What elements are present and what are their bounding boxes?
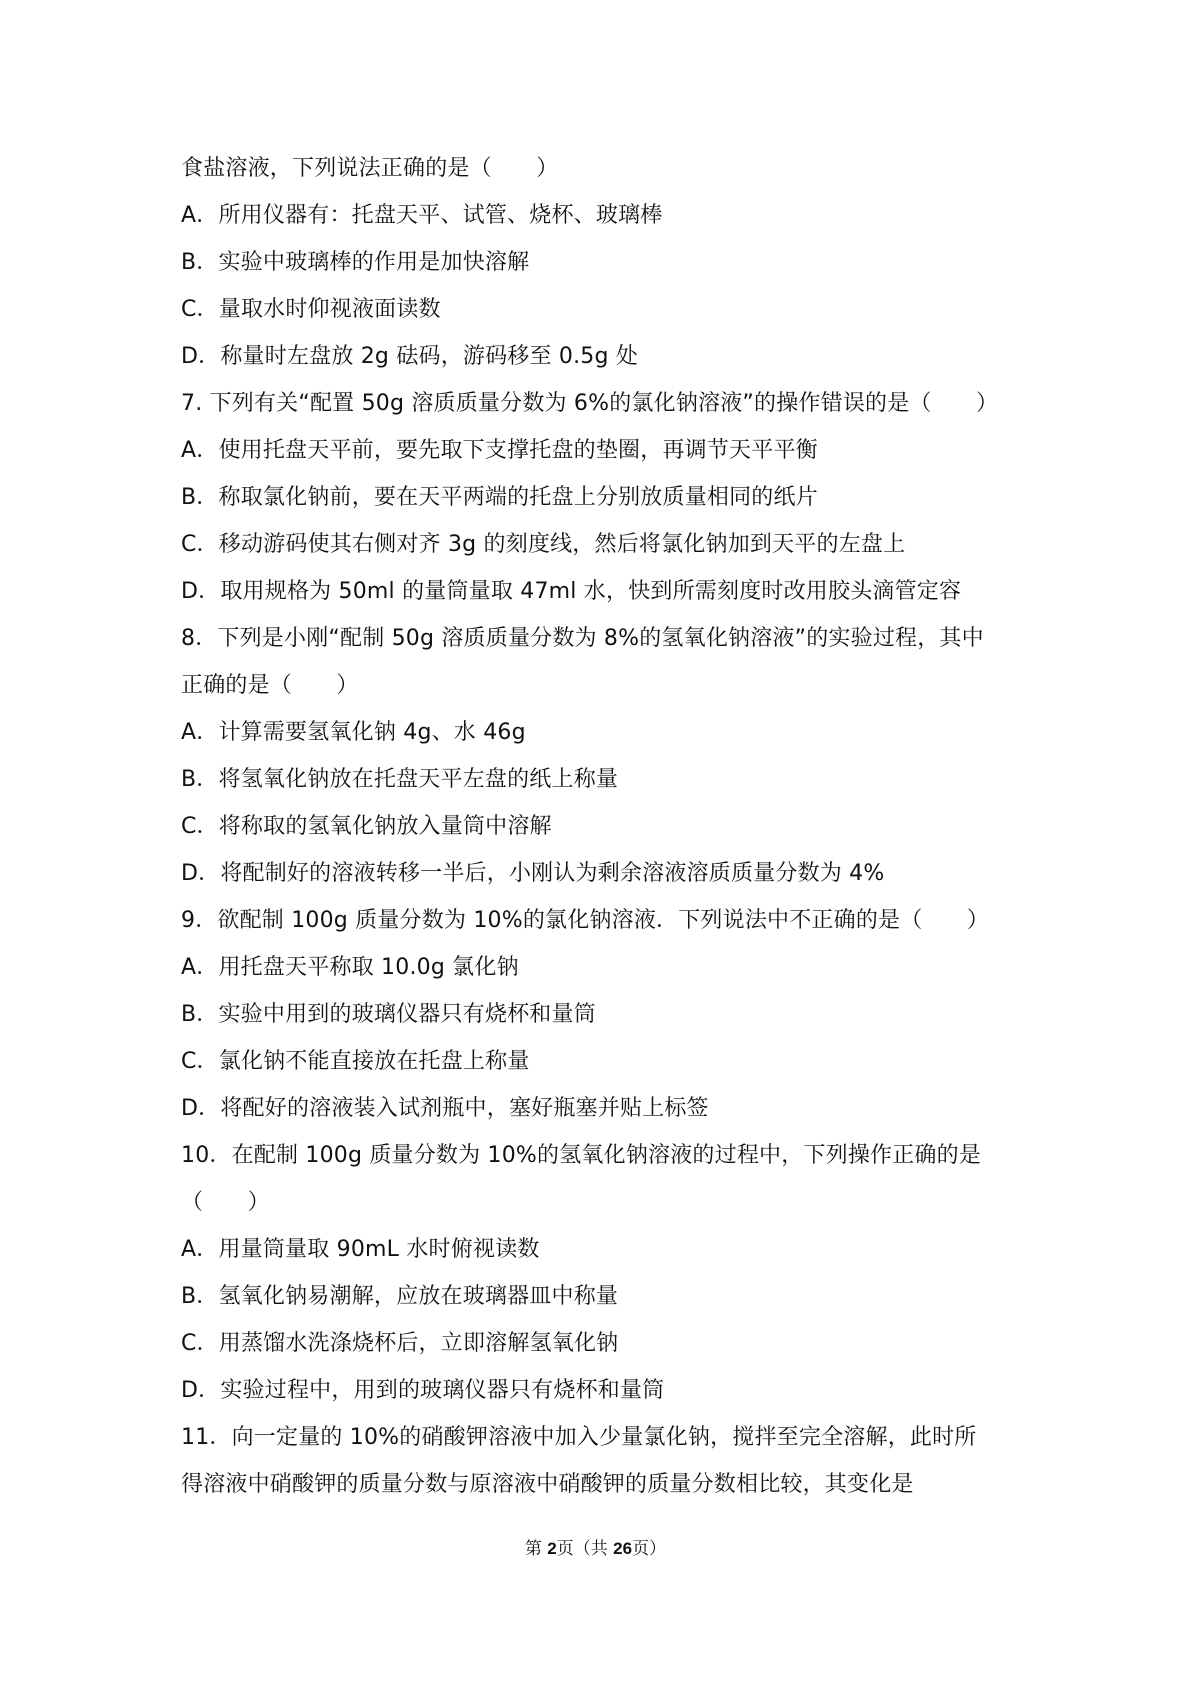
text-line: 7. 下列有关“配置 50g 溶质质量分数为 6%的氯化钠溶液”的操作错误的是（ ） <box>181 391 999 416</box>
text-line: B．将氢氧化钠放在托盘天平左盘的纸上称量 <box>181 767 619 792</box>
text-line: C．氯化钠不能直接放在托盘上称量 <box>181 1049 530 1074</box>
text-line: A．用托盘天平称取 10.0g 氯化钠 <box>181 955 519 980</box>
text-line: D．将配好的溶液装入试剂瓶中，塞好瓶塞并贴上标签 <box>181 1096 709 1121</box>
text-line: D．取用规格为 50ml 的量筒量取 47ml 水，快到所需刻度时改用胶头滴管定容 <box>181 579 962 604</box>
text-line: B．氢氧化钠易潮解，应放在玻璃器皿中称量 <box>181 1284 619 1309</box>
text-line: A．用量筒量取 90mL 水时俯视读数 <box>181 1237 540 1262</box>
text-line: B．实验中用到的玻璃仪器只有烧杯和量筒 <box>181 1002 596 1027</box>
text-line: 得溶液中硝酸钾的质量分数与原溶液中硝酸钾的质量分数相比较，其变化是 <box>181 1472 914 1497</box>
text-line: C．量取水时仰视液面读数 <box>181 297 441 322</box>
text-line: 正确的是（ ） <box>181 673 359 698</box>
text-line: A．计算需要氢氧化钠 4g、水 46g <box>181 720 526 745</box>
text-line: D．实验过程中，用到的玻璃仪器只有烧杯和量筒 <box>181 1378 665 1403</box>
page-number: 2 <box>547 1539 557 1558</box>
text-line: 8．下列是小刚“配制 50g 溶质质量分数为 8%的氢氧化钠溶液”的实验过程，其中 <box>181 626 984 651</box>
text-line: A．所用仪器有：托盘天平、试管、烧杯、玻璃棒 <box>181 203 663 228</box>
text-line: （ ） <box>181 1190 270 1215</box>
footer-suffix: 页） <box>632 1539 667 1559</box>
text-line: C．移动游码使其右侧对齐 3g 的刻度线，然后将氯化钠加到天平的左盘上 <box>181 532 906 557</box>
text-line: 11．向一定量的 10%的硝酸钾溶液中加入少量氯化钠，搅拌至完全溶解，此时所 <box>181 1425 977 1450</box>
text-line: 9．欲配制 100g 质量分数为 10%的氯化钠溶液．下列说法中不正确的是（ ） <box>181 908 990 933</box>
text-line: B．实验中玻璃棒的作用是加快溶解 <box>181 250 530 275</box>
text-line: C．将称取的氢氧化钠放入量筒中溶解 <box>181 814 552 839</box>
text-line: C．用蒸馏水洗涤烧杯后，立即溶解氢氧化钠 <box>181 1331 619 1356</box>
text-line: 10．在配制 100g 质量分数为 10%的氢氧化钠溶液的过程中，下列操作正确的是 <box>181 1143 982 1168</box>
page-footer <box>0 1534 1191 1559</box>
text-line: A．使用托盘天平前，要先取下支撑托盘的垫圈，再调节天平平衡 <box>181 438 818 463</box>
text-line: D．将配制好的溶液转移一半后，小刚认为剩余溶液溶质质量分数为 4% <box>181 861 885 886</box>
footer-middle: 页（共 <box>556 1539 614 1559</box>
text-line: D．称量时左盘放 2g 砝码，游码移至 0.5g 处 <box>181 344 639 369</box>
page-total: 26 <box>613 1539 633 1558</box>
text-line: B．称取氯化钠前，要在天平两端的托盘上分别放质量相同的纸片 <box>181 485 818 510</box>
question-text-block <box>181 145 1011 1508</box>
text-line: 食盐溶液，下列说法正确的是（ ） <box>181 156 559 181</box>
footer-prefix: 第 <box>524 1539 548 1559</box>
